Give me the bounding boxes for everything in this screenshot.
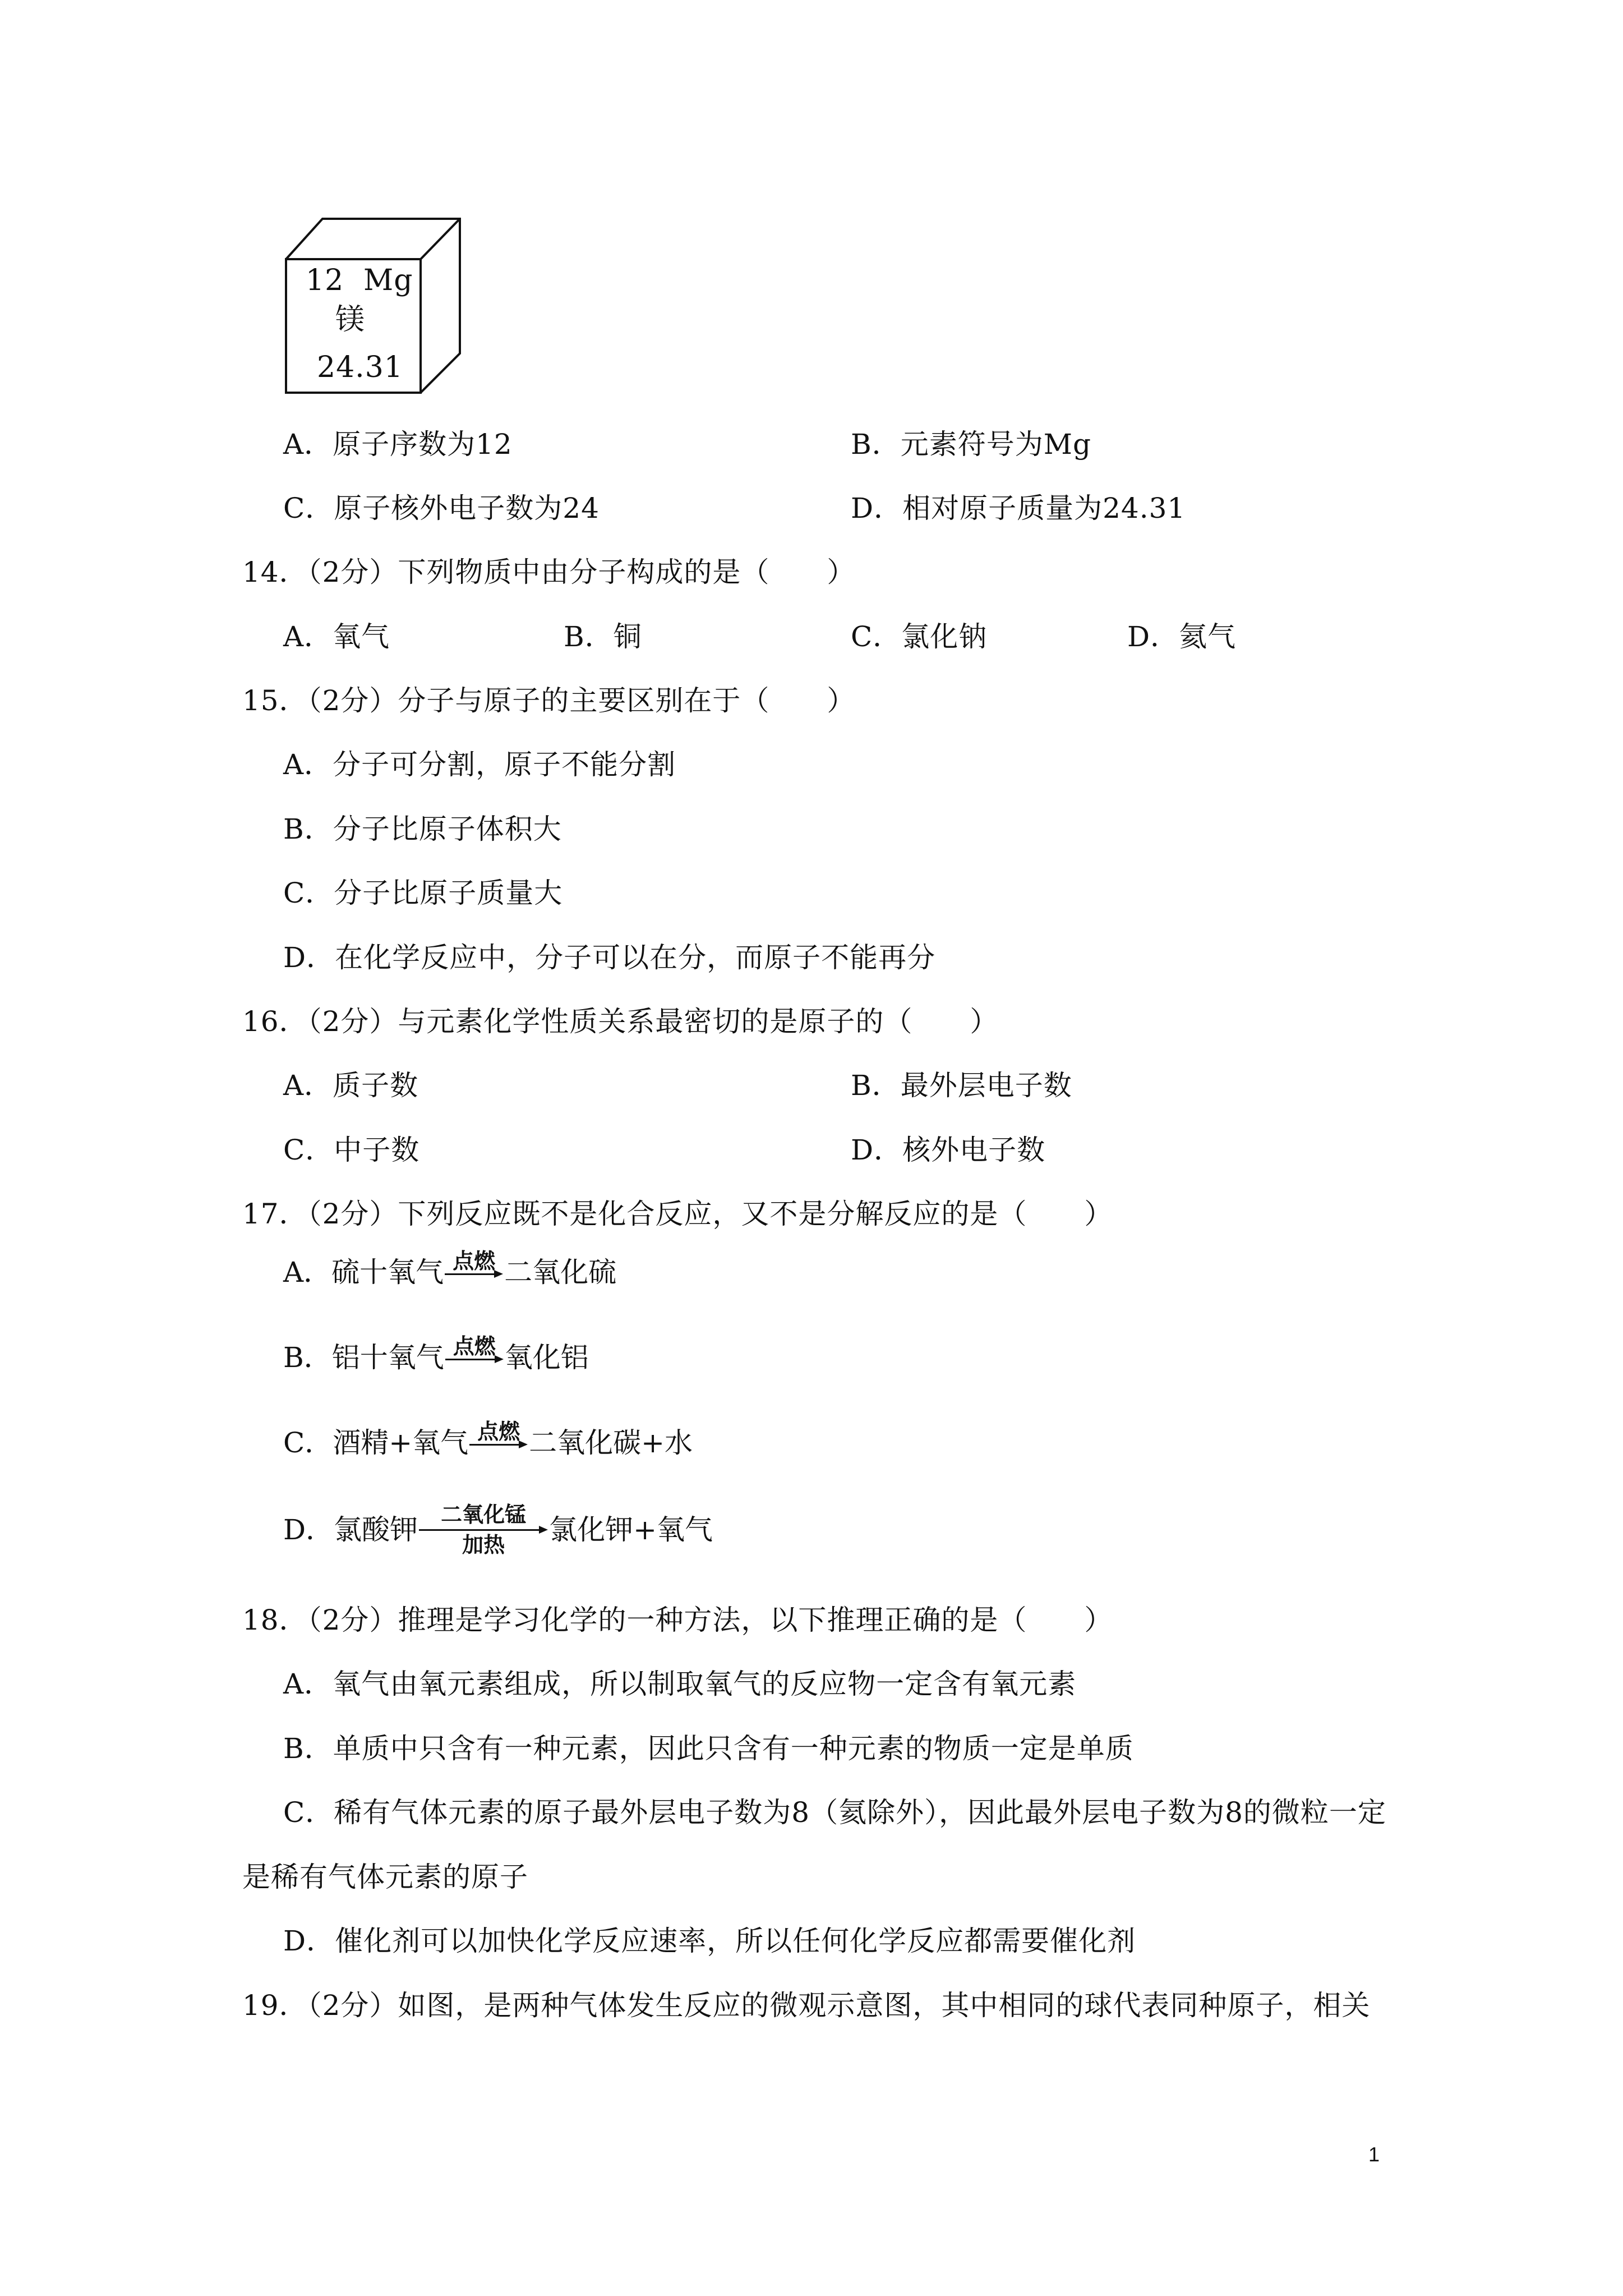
q16-option-b: B．最外层电子数: [851, 1069, 1072, 1102]
q17-a-arrow: [445, 1250, 503, 1276]
q17-d-condition-top: 二氧化锰: [441, 1502, 527, 1527]
q14-option-d: D．氦气: [1127, 620, 1237, 653]
q15-option-b: B．分子比原子体积大: [283, 813, 562, 845]
q17-b-arrow: [445, 1335, 504, 1361]
q17-option-d: [283, 1503, 713, 1556]
q15-option-a: A．分子可分割，原子不能分割: [283, 748, 676, 781]
q14-stem: 14．（2分）下列物质中由分子构成的是（ ）: [242, 556, 856, 588]
q17-c-condition: 点燃: [477, 1419, 520, 1444]
q14-option-c: C．氯化钠: [851, 620, 988, 653]
q19-stem: 19．（2分）如图，是两种气体发生反应的微观示意图，其中相同的球代表同种原子，相关: [242, 1989, 1371, 2022]
q18-option-a: A．氧气由氧元素组成，所以制取氧气的反应物一定含有氧元素: [283, 1668, 1077, 1700]
q17-b-condition: 点燃: [453, 1334, 496, 1359]
element-atomic-mass: 24.31: [317, 351, 403, 384]
element-atomic-number: 12: [306, 264, 344, 297]
q17-a-products: 二氧化硫: [504, 1256, 617, 1289]
element-name: 镁: [335, 303, 366, 337]
q17-c-arrow: [469, 1420, 528, 1446]
q17-c-reactants: C．酒精+氧气: [283, 1427, 469, 1459]
q18-stem: 18．（2分）推理是学习化学的一种方法，以下推理正确的是（ ）: [242, 1604, 1113, 1636]
q17-d-arrow: [419, 1503, 548, 1556]
q18-option-c-line2: 是稀有气体元素的原子: [242, 1861, 528, 1893]
q17-option-a: [283, 1249, 617, 1289]
q18-option-b: B．单质中只含有一种元素，因此只含有一种元素的物质一定是单质: [283, 1732, 1134, 1765]
q15-option-d: D．在化学反应中，分子可以在分，而原子不能再分: [283, 941, 936, 974]
q18-option-d: D．催化剂可以加快化学反应速率，所以任何化学反应都需要催化剂: [283, 1925, 1136, 1957]
q13-option-a: A．原子序数为12: [283, 428, 513, 461]
q15-stem: 15．（2分）分子与原子的主要区别在于（ ）: [242, 684, 856, 717]
q16-option-a: A．质子数: [283, 1069, 419, 1102]
q13-option-b: B．元素符号为Mg: [851, 428, 1091, 461]
q16-option-d: D．核外电子数: [851, 1134, 1046, 1166]
q17-d-products: 氯化钾+氧气: [549, 1513, 713, 1546]
q13-option-c: C．原子核外电子数为24: [283, 492, 600, 524]
q15-option-c: C．分子比原子质量大: [283, 877, 563, 909]
q16-option-c: C．中子数: [283, 1134, 420, 1166]
q18-option-c-line1: C．稀有气体元素的原子最外层电子数为8（氦除外），因此最外层电子数为8的微粒一定: [283, 1796, 1386, 1829]
q14-option-b: B．铜: [564, 620, 642, 653]
q17-option-c: [283, 1419, 693, 1460]
q14-option-a: A．氧气: [283, 620, 390, 653]
q17-d-condition-bottom: 加热: [462, 1533, 505, 1557]
q17-d-reactants: D．氯酸钾: [283, 1513, 418, 1546]
q17-b-reactants: B．铝十氧气: [283, 1341, 444, 1374]
q13-option-d: D．相对原子质量为24.31: [851, 492, 1186, 524]
q17-option-b: [283, 1334, 589, 1374]
q17-a-reactants: A．硫十氧气: [283, 1256, 444, 1289]
page-number: 1: [1368, 2143, 1380, 2166]
element-symbol: Mg: [363, 264, 413, 297]
q17-b-products: 氧化铝: [504, 1341, 589, 1374]
q17-a-condition: 点燃: [453, 1249, 496, 1273]
q17-stem: 17．（2分）下列反应既不是化合反应，又不是分解反应的是（ ）: [242, 1198, 1113, 1230]
q16-stem: 16．（2分）与元素化学性质关系最密切的是原子的（ ）: [242, 1005, 999, 1038]
q17-c-products: 二氧化碳+水: [529, 1427, 693, 1459]
